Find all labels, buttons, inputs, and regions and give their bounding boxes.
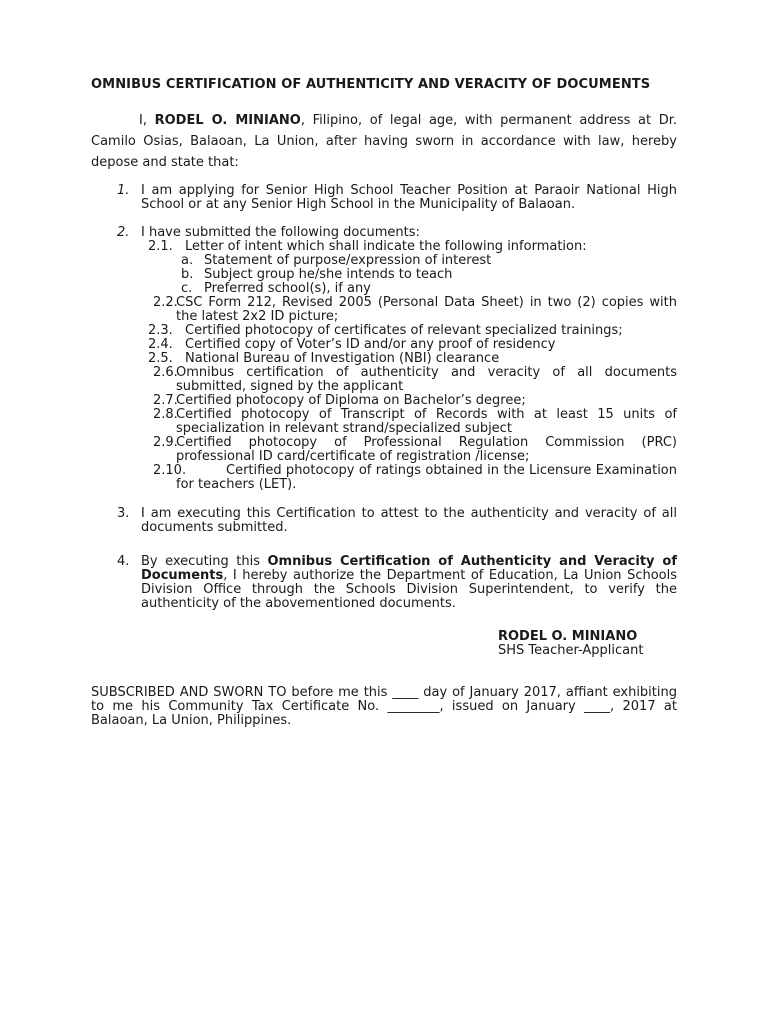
list-item	[117, 554, 677, 611]
item-number: 4.	[117, 554, 130, 569]
affiant-name: RODEL O. MINIANO	[154, 113, 301, 128]
sub-item-number: 2.7.	[153, 393, 178, 408]
sub-list-item	[148, 324, 648, 338]
sub-list-item	[148, 352, 648, 366]
sub-item-text: CSC Form 212, Revised 2005 (Personal Data Sheet) in two (2) copies with the latest 2x2 ID picture;	[176, 295, 677, 324]
sub-item-text: Certified photocopy of ratings obtained in the Licensure Examination for teachers (LET).	[176, 463, 677, 492]
sub-list-item	[153, 366, 677, 394]
sub-list-item	[153, 394, 677, 408]
sub-item-number: 2.2.	[153, 295, 178, 310]
sub-item-number: 2.6.	[153, 365, 178, 380]
sub-item-text: Certified photocopy of Professional Regulation Commission (PRC) professional ID card/certificate of registration /license;	[176, 435, 677, 464]
sub-item-number: 2.1.	[148, 239, 173, 254]
sub-sub-item	[181, 282, 371, 296]
list-item	[117, 506, 677, 535]
sub-item-number: 2.5.	[148, 351, 173, 366]
sub-sub-item	[181, 268, 452, 282]
sub-item-number: 2.9.	[153, 435, 178, 450]
item-text-bold: Omnibus Certification of Authenticity and Veracity of Documents	[141, 554, 677, 583]
sub-item-number: 2.4.	[148, 337, 173, 352]
sub-list-item	[153, 436, 677, 464]
item-text-rest: , I hereby authorize the Department of Education, La Union Schools Division Office through the Schools Division Superintendent, to verify the authenticity of the abovementioned documents.	[141, 568, 677, 611]
intro-text: , Filipino, of legal age, with permanent address at Dr. Camilo Osias, Balaoan, La Union, after having sworn in accordance with law, hereby depose and state that:	[91, 113, 677, 170]
document-title: OMNIBUS CERTIFICATION OF AUTHENTICITY AND VERACITY OF DOCUMENTS	[91, 77, 651, 92]
sub-item-text: Letter of intent which shall indicate the following information:	[185, 239, 587, 254]
letter-label: b.	[181, 267, 194, 282]
sub-item-number: 2.3.	[148, 323, 173, 338]
intro-paragraph	[91, 110, 677, 173]
sub-item-text: Certified copy of Voter’s ID and/or any proof of residency	[185, 337, 556, 352]
sub-list-item	[148, 338, 648, 352]
item-text: I am applying for Senior High School Teacher Position at Paraoir National High School or at any Senior High School in the Municipality of Balaoan.	[141, 183, 677, 212]
letter-label: c.	[181, 281, 193, 296]
sub-list-item	[153, 296, 677, 324]
sub-list-item	[148, 240, 628, 254]
sub-sub-item	[181, 254, 491, 268]
sub-item-text: Certified photocopy of Transcript of Records with at least 15 units of specialization in relevant strand/specialized subject	[176, 407, 677, 436]
item-text: I am executing this Certification to attest to the authenticity and veracity of all documents submitted.	[141, 506, 677, 535]
list-item	[117, 183, 677, 212]
list-item	[117, 225, 677, 240]
intro-prefix: I,	[139, 113, 155, 128]
sub-item-text: Omnibus certification of authenticity and veracity of all documents submitted, signed by the applicant	[176, 365, 677, 394]
sub-item-number: 2.8.	[153, 407, 178, 422]
sub-item-text: Certified photocopy of Diploma on Bachelor’s degree;	[176, 393, 526, 408]
sub-item-number: 2.10.	[153, 463, 187, 478]
item-text: I have submitted the following documents:	[141, 225, 420, 240]
sub-list-item	[153, 464, 677, 492]
sub-item-text: National Bureau of Investigation (NBI) clearance	[185, 351, 500, 366]
letter-text: Subject group he/she intends to teach	[204, 267, 453, 282]
sub-item-text: Certified photocopy of certificates of relevant specialized trainings;	[185, 323, 623, 338]
letter-text: Statement of purpose/expression of interest	[204, 253, 492, 268]
jurat-paragraph: SUBSCRIBED AND SWORN TO before me this ____ day of January 2017, affiant exhibiting to me his Community Tax Certificate No. ________, issued on January ____, 2017 at Balaoan, La Union, Philippines.	[91, 685, 677, 728]
item-number: 3.	[117, 506, 130, 521]
letter-label: a.	[181, 253, 194, 268]
item-text-prefix: By executing this	[141, 554, 268, 569]
item-number: 1.	[117, 183, 130, 198]
signatory-role: SHS Teacher-Applicant	[498, 643, 644, 658]
letter-text: Preferred school(s), if any	[204, 281, 371, 296]
item-number: 2.	[117, 225, 130, 240]
signatory-name: RODEL O. MINIANO	[498, 629, 638, 644]
sub-list-item	[153, 408, 677, 436]
